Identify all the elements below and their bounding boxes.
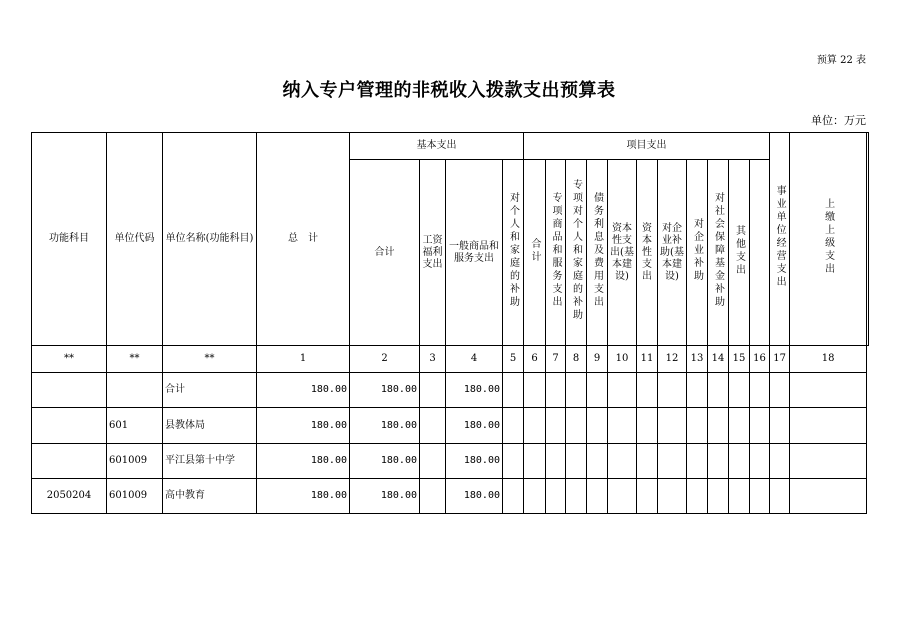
cell-goods: 180.00 (446, 479, 503, 514)
index-cell: 11 (637, 346, 658, 373)
header-goods: 一般商品和服务支出 (446, 160, 503, 346)
index-cell: 8 (566, 346, 587, 373)
index-cell: 5 (503, 346, 524, 373)
index-cell: ** (32, 346, 107, 373)
cell-name: 合计 (163, 373, 257, 408)
index-cell: 15 (729, 346, 750, 373)
index-cell: 14 (708, 346, 729, 373)
header-basic-total: 合计 (350, 160, 420, 346)
cell-basic-total: 180.00 (350, 408, 420, 444)
header-salary: 工资福利支出 (420, 160, 446, 346)
index-row (32, 346, 869, 373)
cell-name: 县教体局 (163, 408, 257, 444)
header-affiliate (867, 133, 869, 346)
header-debt: 债务利息及费用支出 (587, 160, 608, 346)
budget-table (31, 132, 869, 514)
index-cell: 7 (546, 346, 566, 373)
index-cell: 16 (750, 346, 770, 373)
index-cell: 9 (587, 346, 608, 373)
header-proj-total: 合计 (524, 160, 546, 346)
cell-func (32, 408, 107, 444)
header-other: 其他支出 (729, 160, 750, 346)
cell-name: 高中教育 (163, 479, 257, 514)
header-capital: 资本性支出 (637, 160, 658, 346)
cell-goods: 180.00 (446, 373, 503, 408)
header-business: 事业单位经营支出 (770, 133, 790, 346)
cell-code: 601009 (107, 444, 163, 479)
cell-code: 601009 (107, 479, 163, 514)
unit-label: 单位：万元 (811, 114, 866, 127)
header-enterprise-base: 对企业补助(基本建设) (658, 160, 687, 346)
header-enterprise: 对企业补助 (687, 160, 708, 346)
header-unit-name: 单位名称(功能科目) (163, 133, 257, 346)
cell-total: 180.00 (257, 373, 350, 408)
index-cell: 6 (524, 346, 546, 373)
header-project: 项目支出 (524, 133, 770, 160)
index-cell: 13 (687, 346, 708, 373)
cell-total: 180.00 (257, 444, 350, 479)
header-total: 总 计 (257, 133, 350, 346)
cell-name: 平江县第十中学 (163, 444, 257, 479)
index-cell: 3 (420, 346, 446, 373)
table-row (32, 479, 869, 514)
index-cell: 17 (770, 346, 790, 373)
header-social: 对社会保障基金补助 (708, 160, 729, 346)
index-cell: 4 (446, 346, 503, 373)
cell-code (107, 373, 163, 408)
cell-basic-total: 180.00 (350, 479, 420, 514)
header-proj-personal: 专项对个人和家庭的补助 (566, 160, 587, 346)
header-unit-code: 单位代码 (107, 133, 163, 346)
form-number: 预算 22 表 (816, 55, 866, 66)
cell-goods: 180.00 (446, 408, 503, 444)
header-func: 功能科目 (32, 133, 107, 346)
index-cell: 12 (658, 346, 687, 373)
page-title: 纳入专户管理的非税收入拨款支出预算表 (282, 80, 616, 101)
header-upper: 上缴上级支出 (790, 133, 867, 346)
table-row (32, 373, 869, 408)
cell-code: 601 (107, 408, 163, 444)
cell-basic-total: 180.00 (350, 444, 420, 479)
index-cell: 2 (350, 346, 420, 373)
cell-total: 180.00 (257, 479, 350, 514)
cell-basic-total: 180.00 (350, 373, 420, 408)
header-capital-base: 资本性支出(基本建设) (608, 160, 637, 346)
index-cell: ** (163, 346, 257, 373)
index-cell: 1 (257, 346, 350, 373)
index-cell: 10 (608, 346, 637, 373)
header-personal: 对个人和家庭的补助 (503, 160, 524, 346)
table-row (32, 444, 869, 479)
index-cell: ** (107, 346, 163, 373)
header-proj-goods: 专项商品和服务支出 (546, 160, 566, 346)
cell-func (32, 373, 107, 408)
cell-func: 2050204 (32, 479, 107, 514)
table-row (32, 408, 869, 444)
index-cell: 18 (790, 346, 867, 373)
cell-func (32, 444, 107, 479)
cell-total: 180.00 (257, 408, 350, 444)
cell-goods: 180.00 (446, 444, 503, 479)
header-basic: 基本支出 (350, 133, 524, 160)
